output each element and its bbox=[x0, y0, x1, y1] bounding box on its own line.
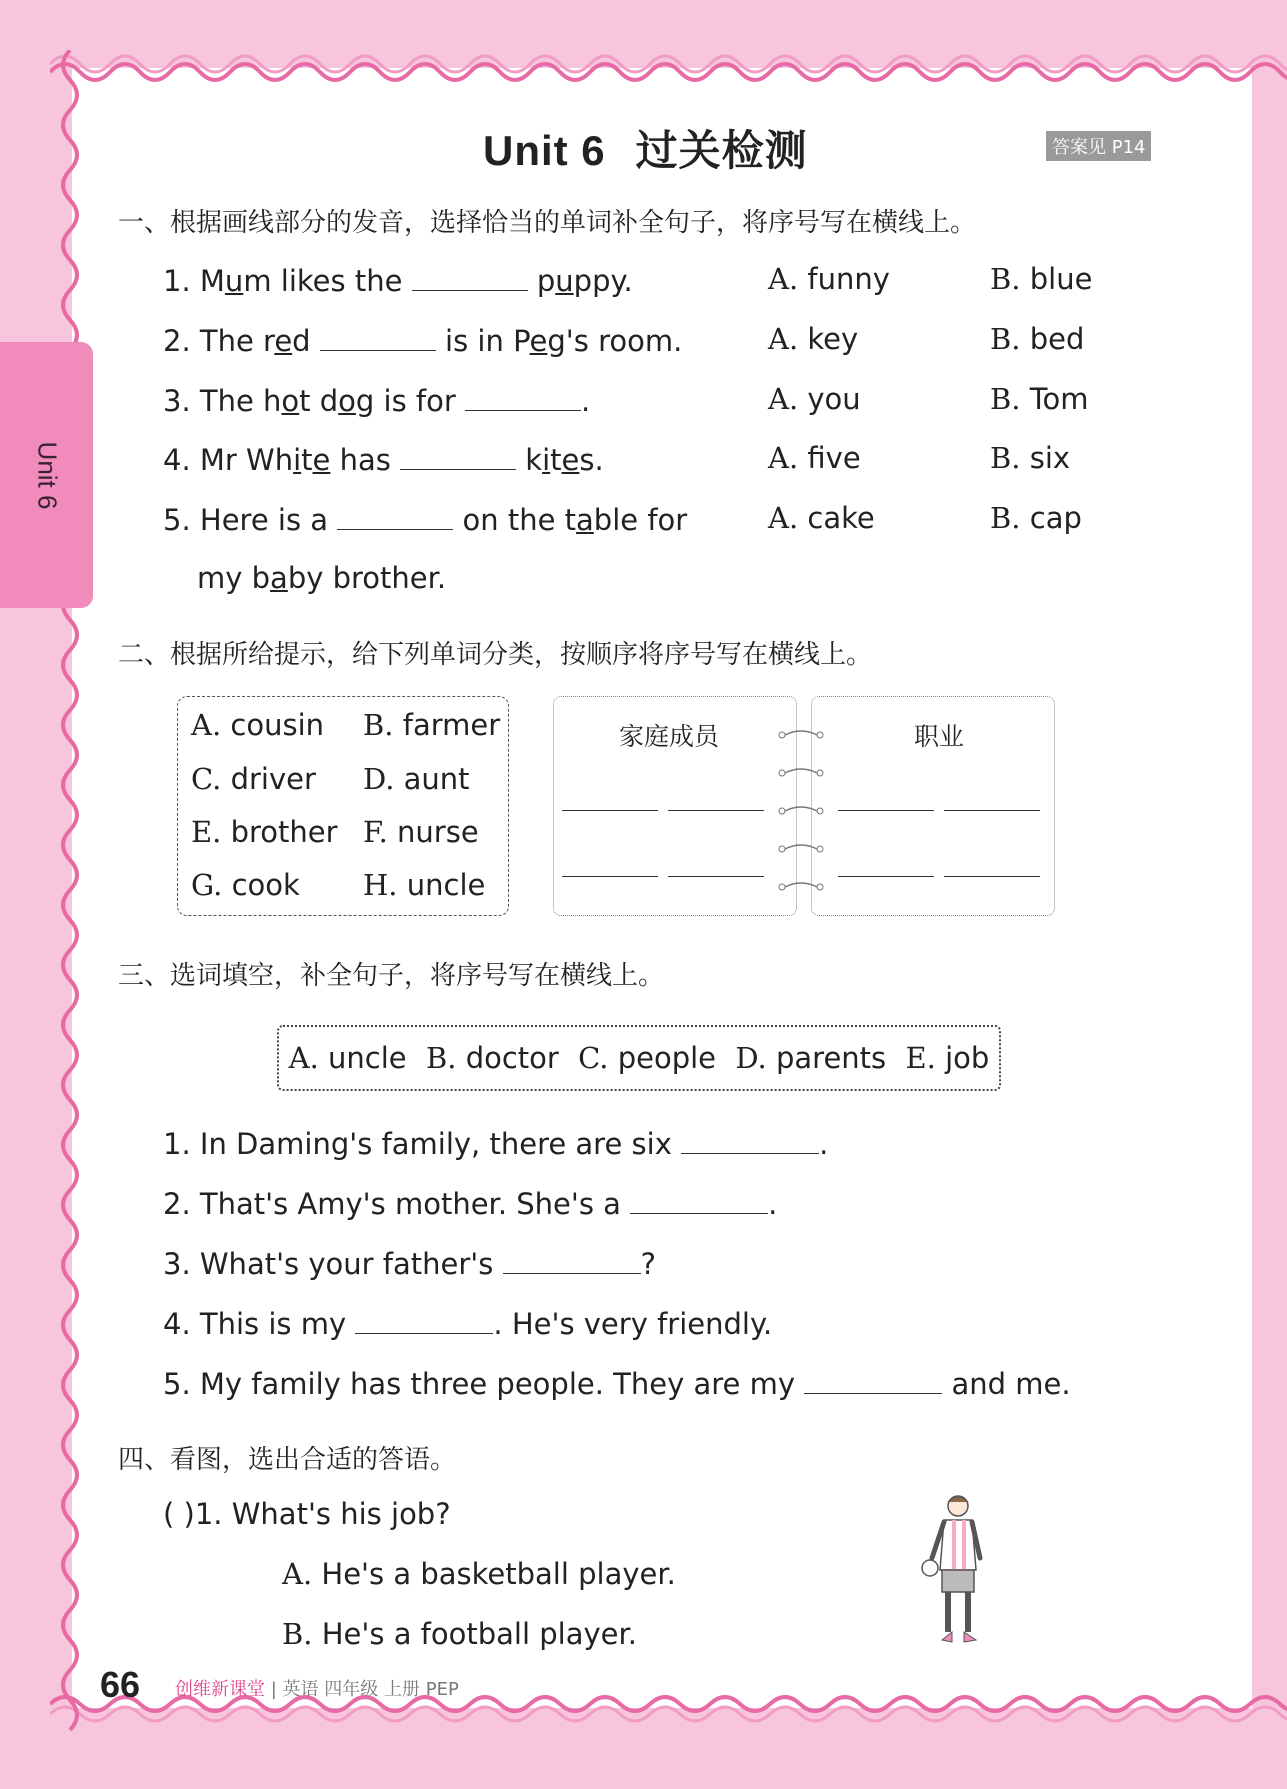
family-blank[interactable] bbox=[668, 810, 764, 811]
word-b: B. farmer bbox=[363, 708, 501, 742]
answer-blank[interactable] bbox=[804, 1365, 942, 1394]
category-family-title: 家庭成员 bbox=[619, 722, 720, 751]
page-title bbox=[483, 118, 808, 178]
word-bank bbox=[277, 1025, 1001, 1091]
s1-q1: 1. Mum likes the puppy. bbox=[163, 264, 633, 298]
s1-q2-option-b[interactable]: B. bed bbox=[990, 322, 1085, 356]
s3-q3: 3. What's your father's ? bbox=[163, 1247, 657, 1281]
answer-blank[interactable] bbox=[320, 322, 436, 351]
s1-q5: 5. Here is a on the table for bbox=[163, 503, 688, 537]
word-d: D. aunt bbox=[363, 762, 470, 796]
answer-paren[interactable]: ( ) bbox=[163, 1497, 195, 1531]
binder-ring-icon bbox=[778, 729, 824, 741]
binder-ring-icon bbox=[778, 767, 824, 779]
footer-book-info: 创维新课堂 | 英语 四年级 上册 PEP bbox=[175, 1679, 459, 1700]
s3-q5: 5. My family has three people. They are my and me. bbox=[163, 1367, 1071, 1401]
bank-people: C. people bbox=[578, 1041, 717, 1075]
s4-q1: ( )1. What's his job? bbox=[163, 1497, 451, 1531]
s3-q2: 2. That's Amy's mother. She's a . bbox=[163, 1187, 778, 1221]
s1-q4-option-a[interactable]: A. five bbox=[768, 441, 861, 475]
s3-q1: 1. In Daming's family, there are six . bbox=[163, 1127, 829, 1161]
word-e: E. brother bbox=[191, 815, 338, 849]
s1-q4: 4. Mr White has kites. bbox=[163, 443, 604, 477]
section2-heading: 二、根据所给提示，给下列单词分类，按顺序将序号写在横线上。 bbox=[118, 640, 873, 670]
s4-q1-option-a[interactable]: A. He's a basketball player. bbox=[282, 1557, 676, 1591]
s1-q1-option-a[interactable]: A. funny bbox=[768, 262, 890, 296]
section1-heading: 一、根据画线部分的发音，选择恰当的单词补全句子，将序号写在横线上。 bbox=[118, 208, 977, 238]
binder-ring-icon bbox=[778, 805, 824, 817]
family-blank[interactable] bbox=[562, 876, 658, 877]
word-h: H. uncle bbox=[363, 868, 486, 902]
s1-q3: 3. The hot dog is for . bbox=[163, 384, 591, 418]
section4-heading: 四、看图，选出合适的答语。 bbox=[118, 1445, 457, 1475]
job-blank[interactable] bbox=[944, 810, 1040, 811]
answer-blank[interactable] bbox=[503, 1245, 641, 1274]
s1-q4-option-b[interactable]: B. six bbox=[990, 441, 1071, 475]
bank-job: E. job bbox=[905, 1041, 990, 1075]
section3-heading: 三、选词填空，补全句子，将序号写在横线上。 bbox=[118, 961, 665, 991]
s1-q1-option-b[interactable]: B. blue bbox=[990, 262, 1093, 296]
bank-parents: D. parents bbox=[735, 1041, 887, 1075]
answer-blank[interactable] bbox=[400, 441, 516, 470]
word-g: G. cook bbox=[191, 868, 300, 902]
unit-side-tab bbox=[0, 342, 93, 608]
answer-blank[interactable] bbox=[465, 382, 581, 411]
s1-q5-line2: my baby brother. bbox=[197, 561, 447, 595]
answer-blank[interactable] bbox=[681, 1125, 819, 1154]
answer-blank[interactable] bbox=[630, 1185, 768, 1214]
s1-q3-option-b[interactable]: B. Tom bbox=[990, 382, 1089, 416]
s1-q2-option-a[interactable]: A. key bbox=[768, 322, 859, 356]
side-tab-label: Unit 6 bbox=[31, 441, 62, 509]
title-unit: Unit 6 bbox=[483, 127, 606, 174]
category-job-title: 职业 bbox=[914, 722, 965, 751]
footer-brand: 创维新课堂 bbox=[175, 1679, 265, 1700]
word-a: A. cousin bbox=[191, 708, 325, 742]
wave-border-left bbox=[50, 50, 90, 1740]
binder-ring-icon bbox=[778, 881, 824, 893]
title-cn: 过关检测 bbox=[635, 126, 808, 175]
s1-q5-option-b[interactable]: B. cap bbox=[990, 501, 1082, 535]
job-blank[interactable] bbox=[838, 876, 934, 877]
s3-q4: 4. This is my . He's very friendly. bbox=[163, 1307, 773, 1341]
s1-q2: 2. The red is in Peg's room. bbox=[163, 324, 683, 358]
answer-reference-badge: 答案见 P14 bbox=[1046, 131, 1151, 161]
family-blank[interactable] bbox=[562, 810, 658, 811]
answer-blank[interactable] bbox=[337, 501, 453, 530]
wave-border-top bbox=[50, 44, 1287, 84]
bank-doctor: B. doctor bbox=[425, 1041, 559, 1075]
binder-ring-icon bbox=[778, 843, 824, 855]
bank-uncle: A. uncle bbox=[288, 1041, 407, 1075]
s1-q5-option-a[interactable]: A. cake bbox=[768, 501, 875, 535]
job-blank[interactable] bbox=[838, 810, 934, 811]
family-blank[interactable] bbox=[668, 876, 764, 877]
word-c: C. driver bbox=[191, 762, 316, 796]
page-number: 66 bbox=[100, 1664, 141, 1705]
answer-blank[interactable] bbox=[355, 1305, 493, 1334]
football-player-illustration bbox=[918, 1492, 998, 1652]
word-f: F. nurse bbox=[363, 815, 479, 849]
answer-blank[interactable] bbox=[412, 262, 528, 291]
s1-q3-option-a[interactable]: A. you bbox=[768, 382, 861, 416]
s4-q1-option-b[interactable]: B. He's a football player. bbox=[282, 1617, 637, 1651]
job-blank[interactable] bbox=[944, 876, 1040, 877]
